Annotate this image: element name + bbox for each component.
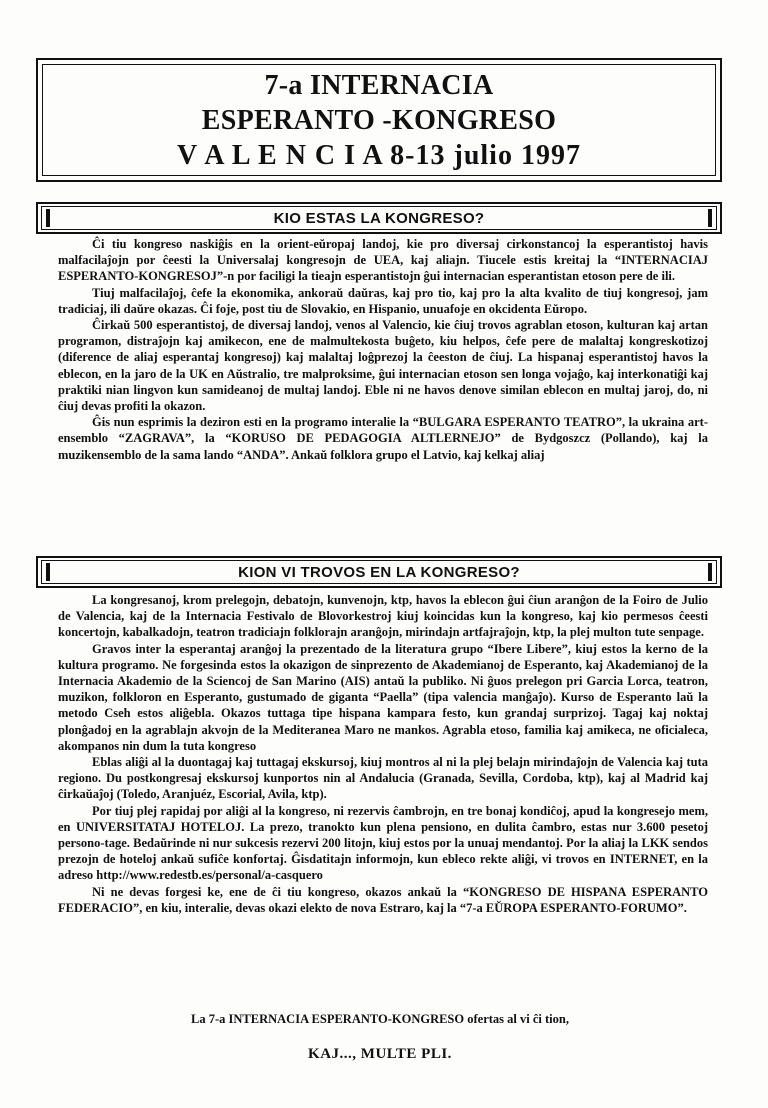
section2-paragraph: Ni ne devas forgesi ke, ene de ĉi tiu kongreso, okazos ankaŭ la “KONGRESO DE HISPANA ESPERANTO FEDERACIO”, en kiu, interalie, devas okazi elekto de nova Estraro, kaj la “7-a EŬROPA ESPERANTO-FORUMO”. bbox=[58, 884, 708, 915]
closing-line: La 7-a INTERNACIA ESPERANTO-KONGRESO ofertas al vi ĉi tion, bbox=[191, 1012, 569, 1026]
section1-paragraph: Ĉi tiu kongreso naskiĝis en la orient-eŭropaj landoj, kie pro diversaj cirkonstancoj la esperantistoj havis malfacilaĵojn por ĉeesti la Universalaj kongresojn de UEA, kaj aliajn. Tiucele estis kreitaj la “INTERNACIAJ ESPERANTO-KONGRESOJ”-n por faciligi la tieajn esperantistojn ĝui internacian esperantistan etoson pere de ili. bbox=[58, 237, 708, 284]
section2-heading: KION VI TROVOS EN LA KONGRESO? bbox=[238, 563, 520, 581]
section1-paragraph: Ĉirkaŭ 500 esperantistoj, de diversaj landoj, venos al Valencio, kie ĉiuj trovos agrablan etoson, kulturan kaj artan programon, distraĵojn kaj amikecon, ene de malmultekosta buĝeto, kiu helpos, ĉefe pere de malaltaj kongreskotizoj (diference de aliaj esperantaj kongresoj) kaj malaltaj loĝprezoj la ĉeeston de ĉiuj. La hispanaj esperantistoj havos la eblecon, en la jaro de la UK en Aŭstralio, tre malproksime, ĝui internacian etoson sen longa vojaĝo, kaj interkonatiĝi kaj praktiki nian lingvon kun samideanoj de multaj landoj. Eble ni ne havos denove similan eblecon en multaj jaroj, do, ni ĉiuj devas profiti la okazon. bbox=[58, 318, 708, 414]
title-box-inner bbox=[42, 64, 716, 176]
section2-paragraph: Gravos inter la esperantaj aranĝoj la prezentado de la literatura grupo “Ibere Libere”, kiuj estos la kerno de la kultura programo. Ne forgesinda estos la okazigon de sinprezento de Akademianoj de Esperanto, kaj Akademianoj de la Internacia Akademio de la Sciencoj de San Marino (AIS) antaŭ la publiko. Ni ĝuos prelegon pri Garcia Lorca, teatron, muzikon, folkloron en Esperanto, gustumado de giganta “Paella” (tipa valencia manĝaĵo). Kurso de Esperanto laŭ la metodo Cseh estos aliĝebla. Okazos tuttaga tipe hispana kampara festo, kun grandaj surprizoj. Tagaj kaj noktaj plonĝadoj en la agrablajn akvojn de la Mediteranea Maro ne mankos. Agrabla etoso, familia kaj amikeca, ne oficialeca, akompanos nin dum la tuta kongreso bbox=[58, 641, 708, 753]
title-box bbox=[36, 58, 722, 182]
section1-heading-box bbox=[36, 202, 722, 234]
section1-heading: KIO ESTAS LA KONGRESO? bbox=[273, 209, 485, 227]
title-line-1: 7-a INTERNACIA bbox=[264, 69, 494, 101]
section1-body bbox=[58, 236, 708, 463]
section2-paragraph: La kongresanoj, krom prelegojn, debatojn, kunvenojn, ktp, havos la eblecon ĝui ĉiun aranĝon de la Foiro de Julio de Valencia, kaj de la Internacia Festivalo de Blovorkestroj kiuj koincidas kun la kongreso, kaj kio permesos ĉeesti koncertojn, kabalkadojn, teatron tradiciajn folklorajn aranĝojn, mirindajn artfajraĵojn, ktp, la plej multon tute senpage. bbox=[58, 593, 708, 640]
section2-paragraph: Por tiuj plej rapidaj por aliĝi al la kongreso, ni rezervis ĉambrojn, en tre bonaj kondiĉoj, apud la kongresejo mem, en UNIVERSITATAJ HOTELOJ. La prezo, tranokto kun plena pensiono, en dulita ĉambro, estas nur 3.600 pesetoj persono-tage. Bedaŭrinde ni nur sukcesis rezervi 200 litojn, kiuj estos por la unuaj mendantoj. Por la aliaj la LKK sendos prezojn de hoteloj ankaŭ sufiĉe konfortaj. Ĝisdatitajn informojn, kun ebleco rekte aliĝi, vi trovos en INTERNET, en la adreso http://www.redestb.es/personal/a-casquero bbox=[58, 803, 708, 883]
section2-paragraph: Eblas aliĝi al la duontagaj kaj tuttagaj ekskursoj, kiuj montros al ni la plej belajn mirindaĵojn de Valencia kaj tuta regiono. Du postkongresaj ekskursoj kunportos nin al Andalucia (Granada, Sevilla, Cordoba, ktp), kaj al Madrid kaj ĉirkaŭaĵoj (Toledo, Aranjuéz, Escorial, Avila, ktp). bbox=[58, 755, 708, 802]
title-line-2: ESPERANTO -KONGRESO bbox=[201, 104, 557, 136]
section1-paragraph: Tiuj malfacilaĵoj, ĉefe la ekonomika, ankoraŭ daŭras, kaj pro tio, kaj pro la alta kvalito de tiuj kongresoj, jam tradiciaj, ili daŭre okazas. Ĉi foje, post tiu de Slovakio, en Hispanio, unuafoje en okcidenta Eŭropo. bbox=[58, 285, 708, 316]
section1-paragraph: Ĝis nun esprimis la deziron esti en la programo interalie la “BULGARA ESPERANTO TEATRO”, la ukraina art-ensemblo “ZAGRAVA”, la “KORUSO DE PEDAGOGIA ALTLERNEJO” de Bydgoszcz (Pollando), kaj la muzikensemblo de la sama lando “ANDA”. Ankaŭ folklora grupo el Latvio, kaj kelkaj aliaj bbox=[58, 415, 708, 462]
title-date: 8-13 julio 1997 bbox=[390, 139, 581, 171]
title-line-3 bbox=[177, 138, 581, 173]
finale-line: KAJ..., MULTE PLI. bbox=[308, 1046, 452, 1062]
title-city: V A L E N C I A bbox=[177, 139, 383, 171]
section2-body bbox=[58, 592, 708, 916]
section2-heading-box bbox=[36, 556, 722, 588]
